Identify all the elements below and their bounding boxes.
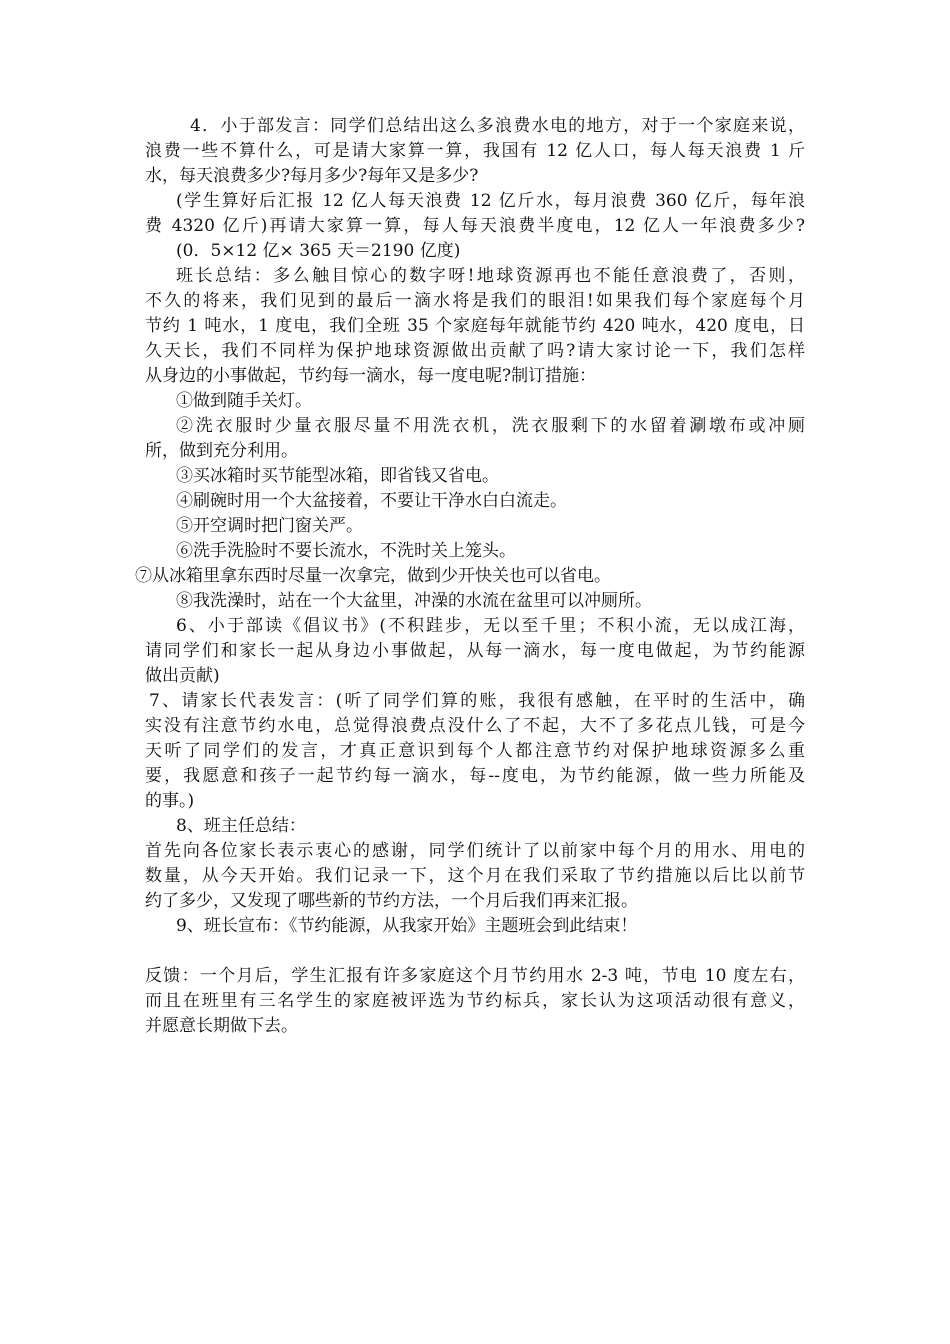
text-line: 费 4320 亿斤)再请大家算一算，每人每天浪费半度电，12 亿人一年浪费多少? xyxy=(145,216,805,236)
feedback-line: 并愿意长期做下去。 xyxy=(145,1016,298,1036)
feedback-line: 而且在班里有三名学生的家庭被评选为节约标兵，家长认为这项活动很有意义， xyxy=(145,991,805,1011)
measure-item: ④刷碗时用一个大盆接着，不要让干净水白白流走。 xyxy=(176,491,567,511)
text-line: 久天长，我们不同样为保护地球资源做出贡献了吗?请大家讨论一下，我们怎样 xyxy=(145,341,805,361)
measure-item: ⑦从冰箱里拿东西时尽量一次拿完，做到少开快关也可以省电。 xyxy=(135,566,611,586)
measure-item: ⑤开空调时把门窗关严。 xyxy=(176,516,363,536)
text-line: 浪费一些不算什么，可是请大家算一算，我国有 12 亿人口，每人每天浪费 1 斤 xyxy=(145,141,805,161)
text-line: 4．小于部发言：同学们总结出这么多浪费水电的地方，对于一个家庭来说， xyxy=(190,116,805,136)
text-line: 实没有注意节约水电，总觉得浪费点没什么了不起，大不了多花点儿钱，可是今 xyxy=(145,716,805,736)
text-line: 请同学们和家长一起从身边小事做起，从每一滴水，每一度电做起，为节约能源 xyxy=(145,641,805,661)
measure-item: ②洗衣服时少量衣服尽量不用洗衣机，洗衣服剩下的水留着涮墩布或冲厕 xyxy=(176,416,805,436)
text-line: 8、班主任总结： xyxy=(176,816,306,836)
text-line: 9、班长宣布：《节约能源，从我家开始》主题班会到此结束！ xyxy=(176,916,638,936)
text-line: 节约 1 吨水，1 度电，我们全班 35 个家庭每年就能节约 420 吨水，420 度电，日 xyxy=(145,316,805,336)
text-line: 做出贡献) xyxy=(145,666,220,686)
text-line: 的事。) xyxy=(145,791,195,811)
text-line: 从身边的小事做起，节约每一滴水，每一度电呢?制订措施： xyxy=(145,366,597,386)
feedback-line: 反馈：一个月后，学生汇报有许多家庭这个月节约用水 2-3 吨，节电 10 度左右， xyxy=(145,966,805,986)
text-line: 约了多少，又发现了哪些新的节约方法，一个月后我们再来汇报。 xyxy=(145,891,638,911)
text-line: 水，每天浪费多少?每月多少?每年又是多少? xyxy=(145,166,479,186)
text-line: 首先向各位家长表示衷心的感谢，同学们统计了以前家中每个月的用水、用电的 xyxy=(145,841,805,861)
text-line: 班长总结：多么触目惊心的数字呀!地球资源再也不能任意浪费了，否则， xyxy=(176,266,805,286)
text-line: 7、请家长代表发言：(听了同学们算的账，我很有感触，在平时的生活中，确 xyxy=(149,691,805,711)
text-line: 不久的将来，我们见到的最后一滴水将是我们的眼泪!如果我们每个家庭每个月 xyxy=(145,291,805,311)
text-line: 要，我愿意和孩子一起节约每一滴水，每--度电，为节约能源，做一些力所能及 xyxy=(145,766,805,786)
text-line: (学生算好后汇报 12 亿人每天浪费 12 亿斤水，每月浪费 360 亿斤，每年浪 xyxy=(176,191,805,211)
measure-item: 所，做到充分利用。 xyxy=(145,441,298,461)
text-line: 天听了同学们的发言，才真正意识到每个人都注意节约对保护地球资源多么重 xyxy=(145,741,805,761)
text-line: 6、小于部读《倡议书》(不积跬步，无以至千里；不积小流，无以成江海， xyxy=(176,616,805,636)
calculation-line: (0．5×12 亿× 365 天＝2190 亿度) xyxy=(176,241,461,261)
text-line: 数量，从今天开始。我们记录一下，这个月在我们采取了节约措施以后比以前节 xyxy=(145,866,805,886)
measure-item: ⑥洗手洗脸时不要长流水，不洗时关上笼头。 xyxy=(176,541,516,561)
measure-item: ⑧我洗澡时，站在一个大盆里，冲澡的水流在盆里可以冲厕所。 xyxy=(176,591,652,611)
measure-item: ③买冰箱时买节能型冰箱，即省钱又省电。 xyxy=(176,466,499,486)
measure-item: ①做到随手关灯。 xyxy=(176,391,312,411)
